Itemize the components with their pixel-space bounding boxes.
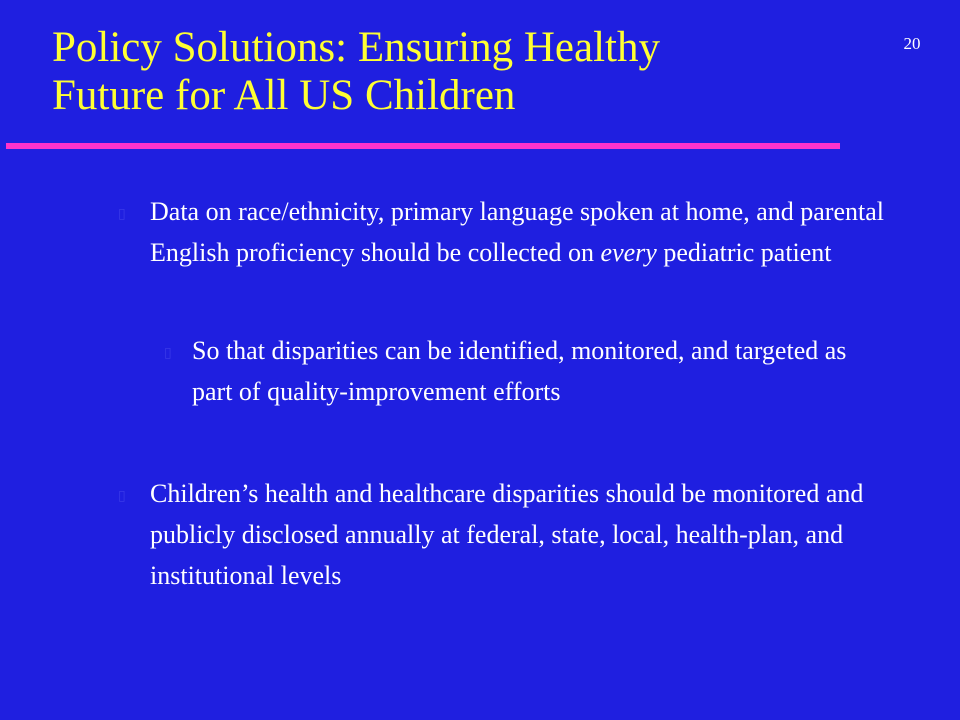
bullet-marker-icon: ▯	[118, 489, 126, 504]
bullet-marker-icon: ▯	[118, 207, 126, 222]
title-underline	[6, 143, 840, 149]
bullet-text-before: Data on race/ethnicity, primary language spoken at home, and parental English proficiency should be collected on	[150, 197, 884, 267]
slide-number: 20	[903, 34, 921, 53]
slide-title-line-2: Future for All US Children	[52, 72, 516, 119]
sub-bullet-marker-icon: ▯	[164, 346, 172, 361]
slide-title	[52, 24, 872, 120]
slide-title-line-1: Policy Solutions: Ensuring Healthy	[52, 24, 660, 71]
bullet-text-emphasis: every	[600, 238, 657, 267]
bullet-item-data-collection	[150, 191, 890, 273]
bullet-text-after: pediatric patient	[656, 238, 832, 267]
bullet-item-monitoring: Children’s health and healthcare disparities should be monitored and publicly disclosed annually at federal, state, local, health-plan, and institutional levels	[150, 479, 864, 590]
sub-bullet-item-disparities: So that disparities can be identified, monitored, and targeted as part of quality-improvement efforts	[192, 336, 847, 406]
